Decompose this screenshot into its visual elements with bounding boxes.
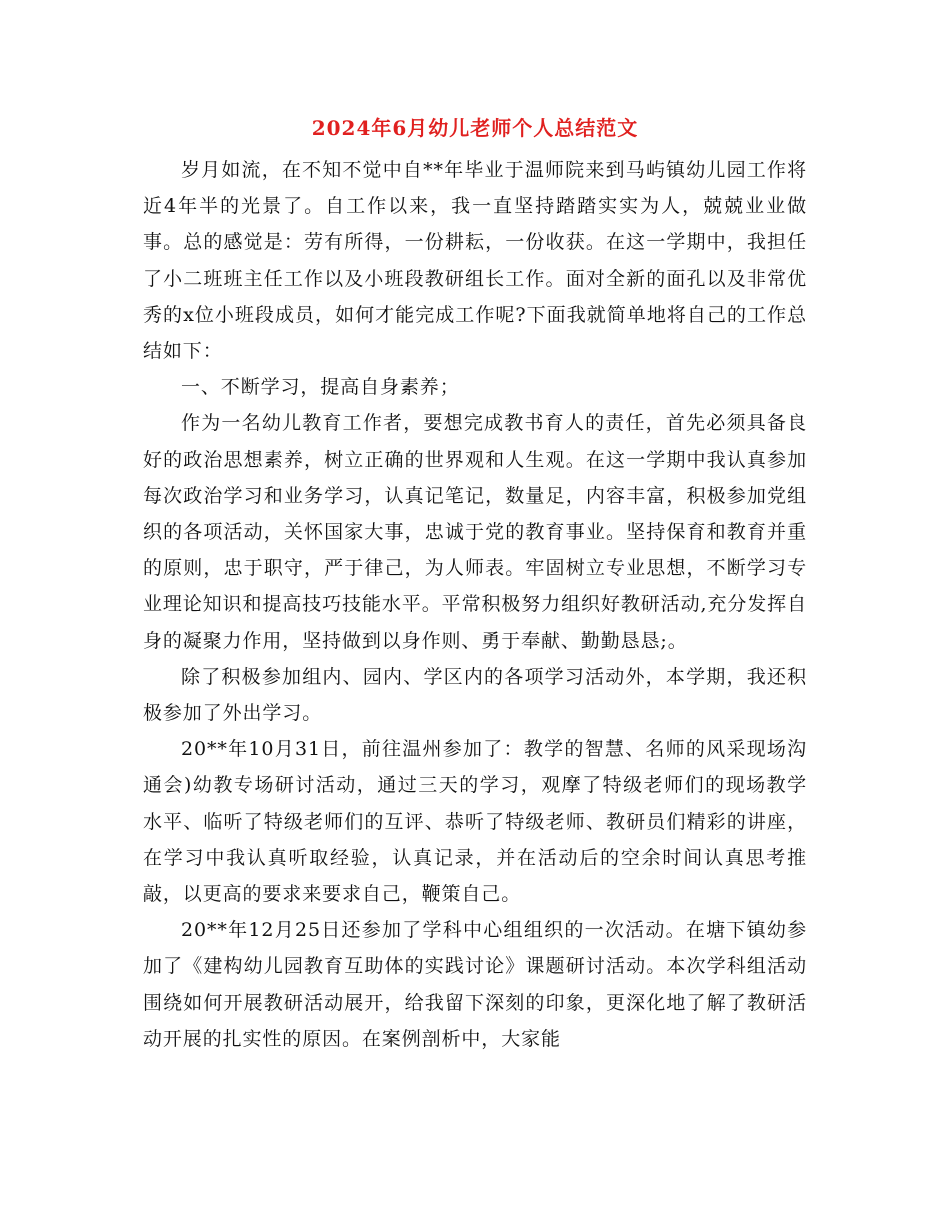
document-title: 2024年6月幼儿老师个人总结范文 [311,116,639,140]
paragraph-intro: 岁月如流，在不知不觉中自**年毕业于温师院来到马屿镇幼儿园工作将近4年半的光景了。自工作以来，我一直坚持踏踏实实为人，兢兢业业做事。总的感觉是：劳有所得，一份耕耘，一份收获。在这一学期中，我担任了小二班班主任工作以及小班段教研组长工作。面对全新的面孔以及非常优秀的x位小班段成员，如何才能完成工作呢?下面我就简单地将自己的工作总结如下： [143,159,807,363]
section-heading-1: 一、不断学习，提高自身素养； [181,376,460,399]
paragraph-external-study: 除了积极参加组内、园内、学区内的各项学习活动外，本学期，我还积极参加了外出学习。 [143,665,807,725]
document-body [143,152,807,1057]
paragraph-tangxia-event: 20**年12月25日还参加了学科中心组组织的一次活动。在塘下镇幼参加了《建构幼儿园教育互助体的实践讨论》课题研讨活动。本次学科组活动围绕如何开展教研活动展开，给我留下深刻的印象，更深化地了解了教研活动开展的扎实性的原因。在案例剖析中，大家能 [143,919,807,1050]
paragraph-political-study: 作为一名幼儿教育工作者，要想完成教书育人的责任，首先必须具备良好的政治思想素养，树立正确的世界观和人生观。在这一学期中我认真参加每次政治学习和业务学习，认真记笔记，数量足，内容丰富，积极参加党组织的各项活动，关怀国家大事，忠诚于党的教育事业。坚持保育和教育并重的原则，忠于职守，严于律己，为人师表。牢固树立专业思想，不断学习专业理论知识和提高技巧技能水平。平常积极努力组织好教研活动,充分发挥自身的凝聚力作用，坚持做到以身作则、勇于奉献、勤勤恳恳;。 [143,412,807,652]
paragraph-wenzhou-event: 20**年10月31日，前往温州参加了：教学的智慧、名师的风采现场沟通会)幼教专场研讨活动，通过三天的学习，观摩了特级老师们的现场教学水平、临听了特级老师们的互评、恭听了特级老师、教研员们精彩的讲座，在学习中我认真听取经验，认真记录，并在活动后的空余时间认真思考推敲，以更高的要求来要求自己，鞭策自己。 [143,738,807,906]
